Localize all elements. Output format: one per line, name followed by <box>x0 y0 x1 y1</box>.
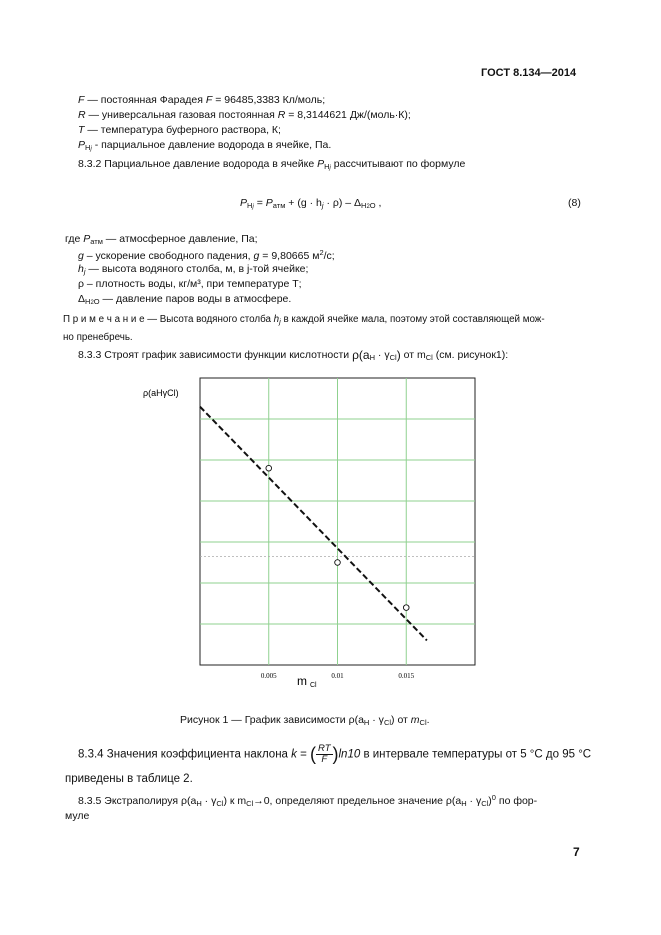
document-header: ГОСТ 8.134—2014 <box>481 67 577 79</box>
section-8-3-5-cont: муле <box>65 810 90 822</box>
var-gas-constant: R — универсальная газовая постоянная R = 8,3144621 Дж/(моль·К); <box>78 109 411 121</box>
data-point-0 <box>266 465 272 471</box>
data-point-2 <box>403 605 409 611</box>
formula-8: $P_{Hj} = P_{атм} + (g \cdot h_j \cdot \rho) - \Delta_{H2O}$ , <box>240 197 382 210</box>
x-tick-label-0: 0.005 <box>260 672 277 680</box>
page-number: 7 <box>573 845 580 859</box>
where-g: g – ускорение свободного падения, g = 9,80665 $м^2/с$; <box>78 248 335 262</box>
data-point-1 <box>335 560 341 566</box>
where-atm: где $P_{атм}$ — атмосферное давление, Па; <box>65 233 258 246</box>
fraction-rt-f: $\frac{RT}{F}$ <box>318 743 331 765</box>
where-h: $h_j$ — высота водяного столба, м, в j-той ячейке; <box>78 263 309 276</box>
x-tick-label-1: 0.01 <box>331 672 344 680</box>
figure-caption: Рисунок 1 — График зависимости $\rho(a_H \cdot \gamma_{Cl})$ от $m_{Cl}$. <box>180 714 430 727</box>
x-axis-label: m <box>297 674 307 688</box>
x-axis-label-sub: Cl <box>310 682 317 689</box>
section-8-3-4-cont: приведены в таблице 2. <box>65 773 193 785</box>
section-8-3-2: 8.3.2 Парциальное давление водорода в ячейке $P_{Hj}$ рассчитывают по формуле <box>78 158 466 171</box>
series-fit-line <box>200 407 427 641</box>
x-tick-labels <box>261 672 415 680</box>
x-tick-label-2: 0.015 <box>398 672 415 680</box>
plot-area <box>200 378 475 665</box>
var-partial-pressure: $P_{Hj}$ - парциальное давление водорода в ячейке, Па. <box>78 139 332 152</box>
y-axis-label: ρ(aHγCl) <box>143 388 179 398</box>
where-delta: $\Delta_{H2O}$ — давление паров воды в атмосфере. <box>78 293 292 306</box>
section-8-3-5: 8.3.5 Экстраполируя $\rho(a_H \cdot \gamma_{Cl})$ к $m_{Cl}\to 0$, определяют предельное значение $\rho(a_H \cdot \gamma_{Cl})^0$ по фор- <box>78 793 538 808</box>
section-8-3-3: 8.3.3 Строят график зависимости функции кислотности $\rho(a_H \cdot \gamma_{Cl})$ от $m_{Cl}$ (см. рисунок1): <box>78 348 509 362</box>
equation-number: (8) <box>568 197 581 209</box>
var-faraday: F — постоянная Фарадея F = 96485,3383 Кл/моль; <box>78 94 326 106</box>
chart-figure-1 <box>143 378 480 698</box>
where-rho: ρ – плотность воды, кг/м³, при температуре Т; <box>78 278 302 290</box>
note: П р и м е ч а н и е — Высота водяного столба $h_j$ в каждой ячейке мала, поэтому этой составляющей мож- но пренебречь. <box>63 314 545 343</box>
section-8-3-4: 8.3.4 Значения коэффициента наклона k = ( $\frac{RT}{F}$ )ln10 в интервале температуры от 5 °С до 95 °С <box>78 743 592 765</box>
var-temperature: T — температура буферного раствора, К; <box>78 124 281 136</box>
